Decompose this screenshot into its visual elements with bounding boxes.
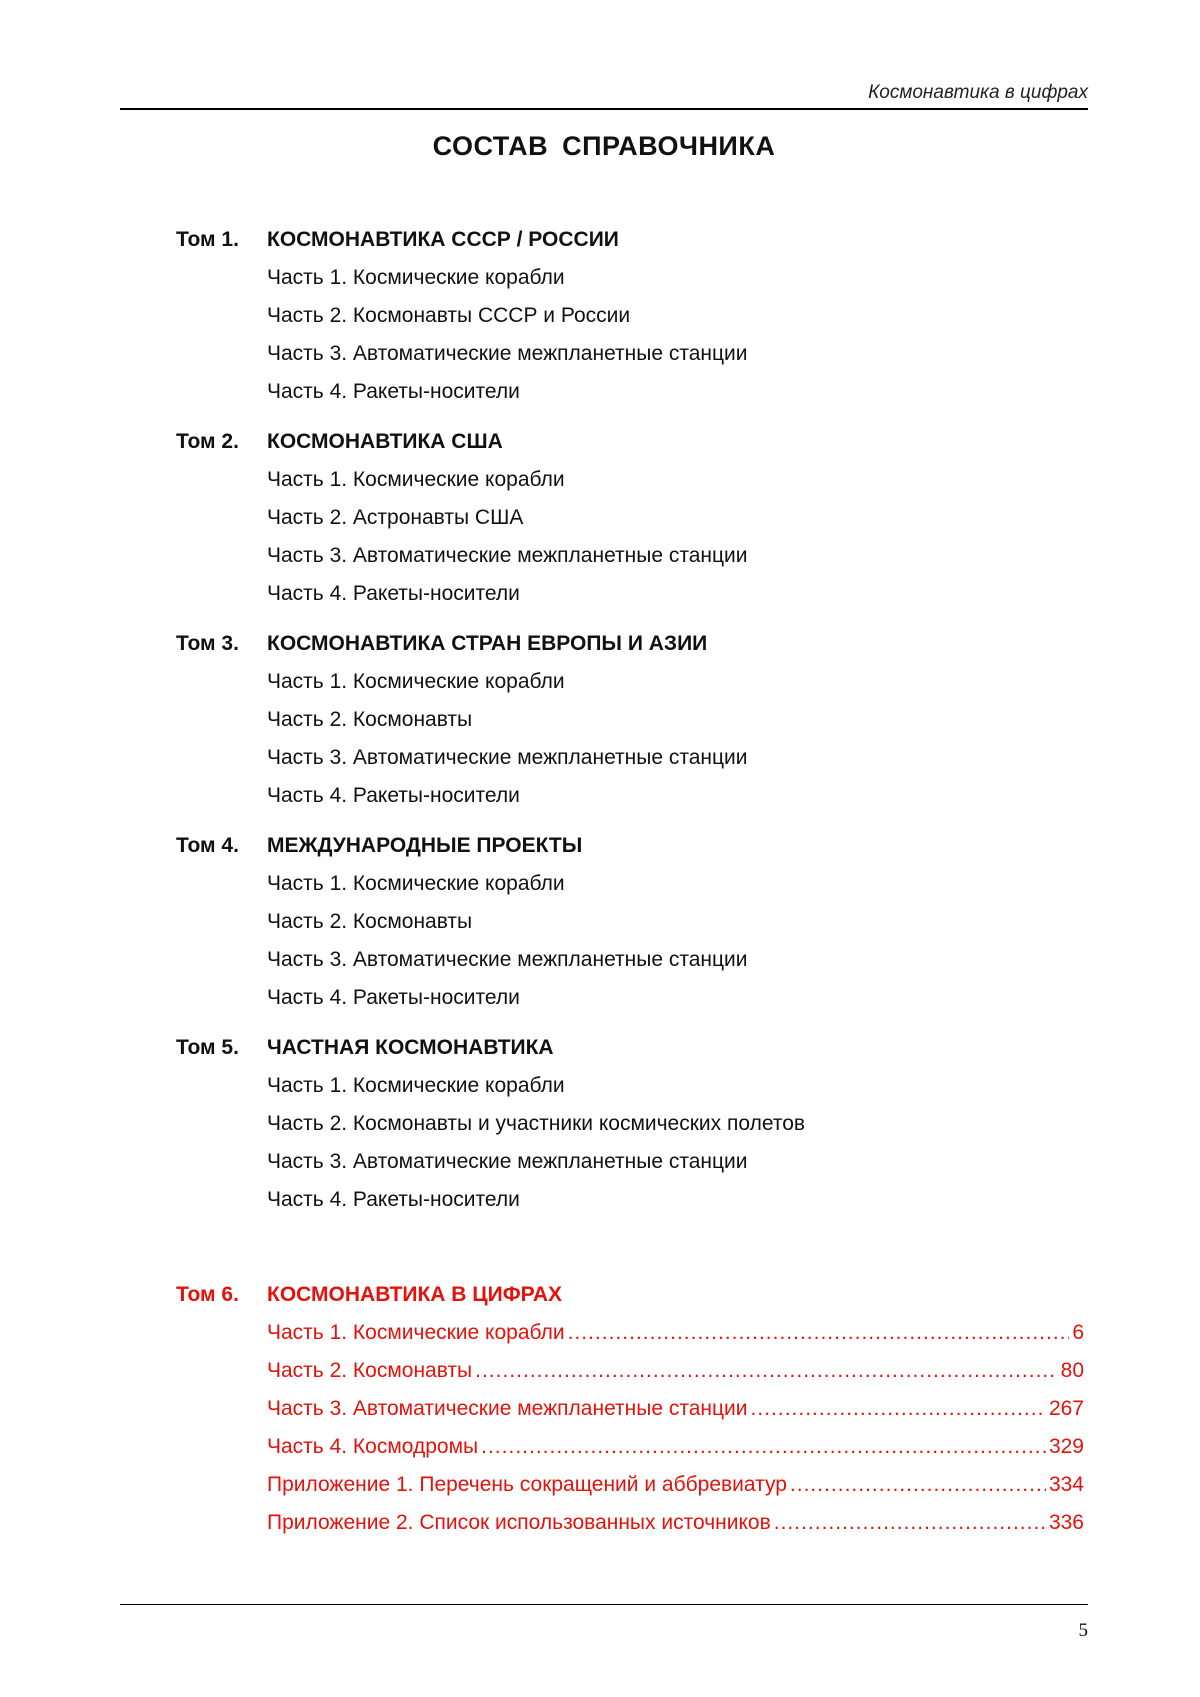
part-item: Часть 3. Автоматические межпланетные станции xyxy=(267,1150,748,1173)
part-item: Часть 4. Ракеты-носители xyxy=(267,1188,520,1211)
part-item: Часть 4. Ракеты-носители xyxy=(267,582,520,605)
volume-heading xyxy=(176,423,1088,461)
volume-3 xyxy=(176,625,1088,815)
volume-heading xyxy=(176,1276,1088,1314)
part-item: Часть 3. Автоматические межпланетные станции xyxy=(267,746,748,769)
toc-page-number: 336 xyxy=(1048,1511,1084,1534)
volume-title: КОСМОНАВТИКА США xyxy=(267,430,503,453)
dot-leader xyxy=(790,1466,1046,1504)
toc-entry-label: Часть 1. Космические корабли xyxy=(267,1321,565,1344)
page-title: СОСТАВ СПРАВОЧНИКА xyxy=(432,131,776,161)
part-item: Часть 4. Ракеты-носители xyxy=(267,986,520,1009)
volume-heading xyxy=(176,221,1088,259)
part-item: Часть 1. Космические корабли xyxy=(267,1074,565,1097)
part-item: Часть 3. Автоматические межпланетные станции xyxy=(267,948,748,971)
volume-title: ЧАСТНАЯ КОСМОНАВТИКА xyxy=(267,1036,554,1059)
volume-number: Том 2. xyxy=(176,430,239,453)
dot-leader xyxy=(774,1504,1046,1542)
toc-entry[interactable] xyxy=(267,1466,1084,1504)
header-rule xyxy=(120,108,1088,110)
volume-number: Том 3. xyxy=(176,632,239,655)
toc-page-number: 329 xyxy=(1048,1435,1084,1458)
part-item: Часть 1. Космические корабли xyxy=(267,468,565,491)
toc-page-number: 80 xyxy=(1060,1359,1084,1382)
dot-leader xyxy=(475,1352,1058,1390)
toc-entry-label: Приложение 2. Список использованных источников xyxy=(267,1511,771,1534)
part-item: Часть 2. Космонавты xyxy=(267,910,473,933)
toc-entry-label: Часть 2. Космонавты xyxy=(267,1359,473,1382)
toc-page-number: 267 xyxy=(1048,1397,1084,1420)
running-header: Космонавтика в цифрах xyxy=(868,82,1088,103)
toc-entry[interactable] xyxy=(267,1352,1084,1390)
volume-number: Том 6. xyxy=(176,1283,239,1306)
volume-number: Том 5. xyxy=(176,1036,239,1059)
part-item: Часть 4. Ракеты-носители xyxy=(267,380,520,403)
volume-heading xyxy=(176,625,1088,663)
toc-entry[interactable] xyxy=(267,1314,1084,1352)
volume-title: КОСМОНАВТИКА В ЦИФРАХ xyxy=(267,1283,562,1306)
volume-heading xyxy=(176,827,1088,865)
toc-entry-label: Приложение 1. Перечень сокращений и аббревиатур xyxy=(267,1473,787,1496)
page-number: 5 xyxy=(1078,1620,1088,1641)
volume-5 xyxy=(176,1029,1088,1219)
volume-4 xyxy=(176,827,1088,1017)
toc-entry-label: Часть 4. Космодромы xyxy=(267,1435,479,1458)
volume-heading xyxy=(176,1029,1088,1067)
part-item: Часть 2. Астронавты США xyxy=(267,506,524,529)
volume-1 xyxy=(176,221,1088,411)
part-item: Часть 1. Космические корабли xyxy=(267,266,565,289)
toc-page-number: 334 xyxy=(1048,1473,1084,1496)
dot-leader xyxy=(568,1314,1070,1352)
part-item: Часть 2. Космонавты и участники космических полетов xyxy=(267,1112,806,1135)
part-item: Часть 3. Автоматические межпланетные станции xyxy=(267,544,748,567)
part-item: Часть 1. Космические корабли xyxy=(267,872,565,895)
volume-title: МЕЖДУНАРОДНЫЕ ПРОЕКТЫ xyxy=(267,834,583,857)
dot-leader xyxy=(481,1428,1046,1466)
part-item: Часть 1. Космические корабли xyxy=(267,670,565,693)
toc-entry[interactable] xyxy=(267,1428,1084,1466)
part-item: Часть 4. Ракеты-носители xyxy=(267,784,520,807)
toc-page-number: 6 xyxy=(1072,1321,1084,1344)
volume-2 xyxy=(176,423,1088,613)
dot-leader xyxy=(751,1390,1046,1428)
toc-entry-label: Часть 3. Автоматические межпланетные станции xyxy=(267,1397,748,1420)
part-item: Часть 2. Космонавты xyxy=(267,708,473,731)
volume-6-current xyxy=(176,1276,1088,1542)
part-item: Часть 3. Автоматические межпланетные станции xyxy=(267,342,748,365)
part-item: Часть 2. Космонавты СССР и России xyxy=(267,304,631,327)
toc-entry[interactable] xyxy=(267,1504,1084,1542)
footer-rule xyxy=(120,1604,1088,1605)
volume-number: Том 4. xyxy=(176,834,239,857)
volume-title: КОСМОНАВТИКА СТРАН ЕВРОПЫ И АЗИИ xyxy=(267,632,708,655)
volume-number: Том 1. xyxy=(176,228,239,251)
volume-title: КОСМОНАВТИКА СССР / РОССИИ xyxy=(267,228,619,251)
toc-entry[interactable] xyxy=(267,1390,1084,1428)
